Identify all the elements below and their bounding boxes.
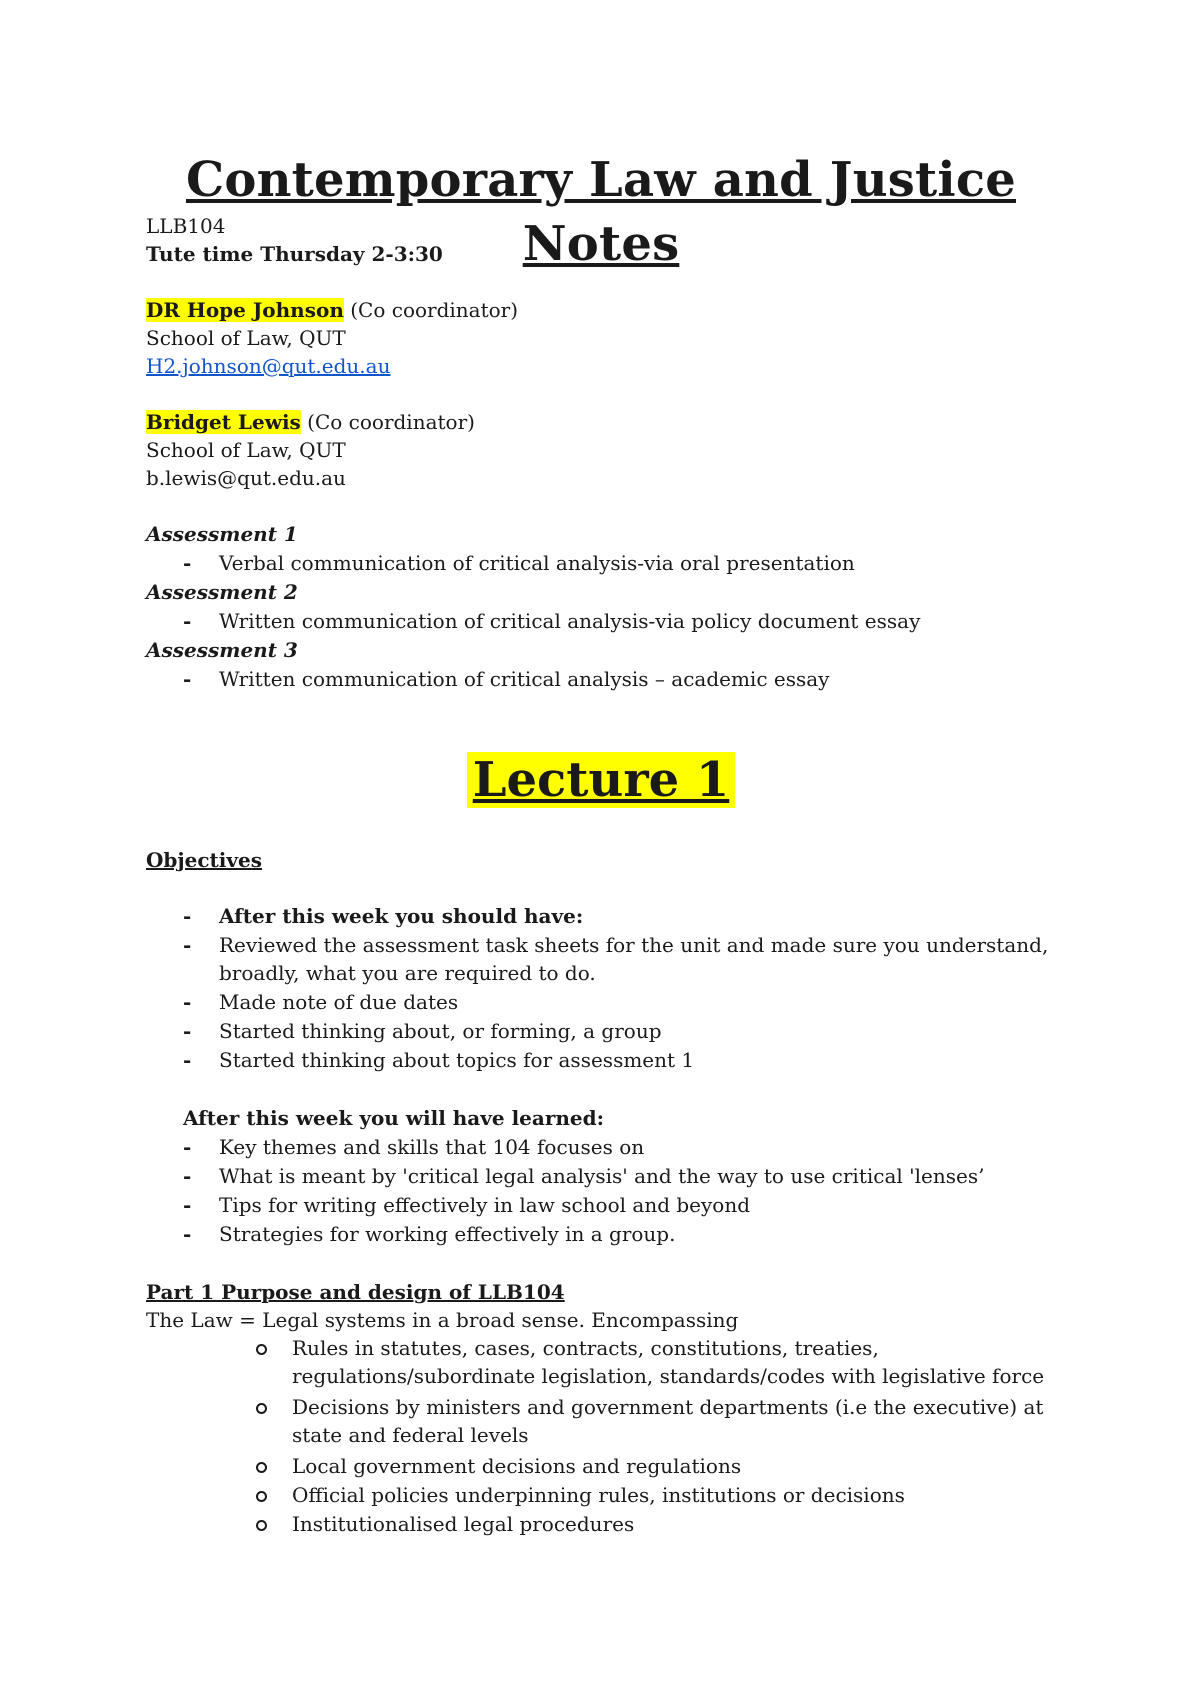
have-item-text: Made note of due dates <box>219 990 459 1014</box>
coordinator-1-school: School of Law, QUT <box>146 326 346 350</box>
part1-item-text: Institutionalised legal procedures <box>292 1512 635 1536</box>
coordinator-1-email-link[interactable]: H2.johnson@qut.edu.au <box>146 354 391 378</box>
circle-bullet-icon <box>256 1462 267 1473</box>
objectives-heading: Objectives <box>146 848 262 872</box>
coordinator-2-email: b.lewis@qut.edu.au <box>146 466 346 490</box>
coordinator-2-school: School of Law, QUT <box>146 438 346 462</box>
circle-bullet-icon <box>256 1520 267 1531</box>
coordinator-1-email-line <box>146 352 390 380</box>
learned-item-text: What is meant by 'critical legal analysis' and the way to use critical 'lenses’ <box>219 1164 985 1188</box>
circle-bullet-icon <box>256 1344 267 1355</box>
part1-heading: Part 1 Purpose and design of LLB104 <box>146 1280 565 1304</box>
have-item-text: Reviewed the assessment task sheets for the unit and made sure you understand, <box>219 933 1049 957</box>
coordinator-1-name: DR Hope Johnson <box>146 298 344 322</box>
coordinator-1-line <box>146 296 518 324</box>
objectives-learned-heading: After this week you will have learned: <box>183 1106 605 1130</box>
circle-bullet-icon <box>256 1491 267 1502</box>
learned-item-text: Strategies for working effectively in a group. <box>219 1222 676 1246</box>
have-item-text: Started thinking about, or forming, a group <box>219 1019 662 1043</box>
coordinator-1-role: (Co coordinator) <box>343 298 519 322</box>
objectives-have-heading: After this week you should have: <box>219 904 584 928</box>
have-item-text: Started thinking about topics for assessment 1 <box>219 1048 695 1072</box>
coordinator-2-role: (Co coordinator) <box>300 410 475 434</box>
lecture-heading <box>146 748 1056 812</box>
assessment-2-label: Assessment 2 <box>146 580 298 604</box>
part1-item-text: Official policies underpinning rules, institutions or decisions <box>292 1483 905 1507</box>
circle-bullet-icon <box>256 1403 267 1414</box>
part1-intro: The Law = Legal systems in a broad sense. Encompassing <box>146 1308 739 1332</box>
assessment-1-text: Verbal communication of critical analysis-via oral presentation <box>219 551 855 575</box>
part1-item-text: Local government decisions and regulations <box>292 1454 742 1478</box>
part1-item-text: Decisions by ministers and government departments (i.e the executive) at state and federal levels <box>292 1395 1044 1447</box>
have-item-text: broadly, what you are required to do. <box>219 961 596 985</box>
coordinator-2-line <box>146 408 475 436</box>
learned-item-text: Key themes and skills that 104 focuses on <box>219 1135 645 1159</box>
lecture-heading-text: Lecture 1 <box>467 752 736 808</box>
assessment-1-label: Assessment 1 <box>146 522 298 546</box>
assessment-3-label: Assessment 3 <box>146 638 298 662</box>
assessment-2-text: Written communication of critical analysis-via policy document essay <box>219 609 921 633</box>
tute-time: Tute time Thursday 2-3:30 <box>146 242 443 266</box>
coordinator-2-name: Bridget Lewis <box>146 410 301 434</box>
course-code: LLB104 <box>146 214 226 238</box>
assessment-3-text: Written communication of critical analysis – academic essay <box>219 667 830 691</box>
document-title: Contemporary Law and Justice Notes <box>185 152 1017 272</box>
part1-item-text: Rules in statutes, cases, contracts, constitutions, treaties, regulations/subordinate legislation, standards/codes with legislative force <box>292 1336 1045 1388</box>
learned-item-text: Tips for writing effectively in law school and beyond <box>219 1193 751 1217</box>
